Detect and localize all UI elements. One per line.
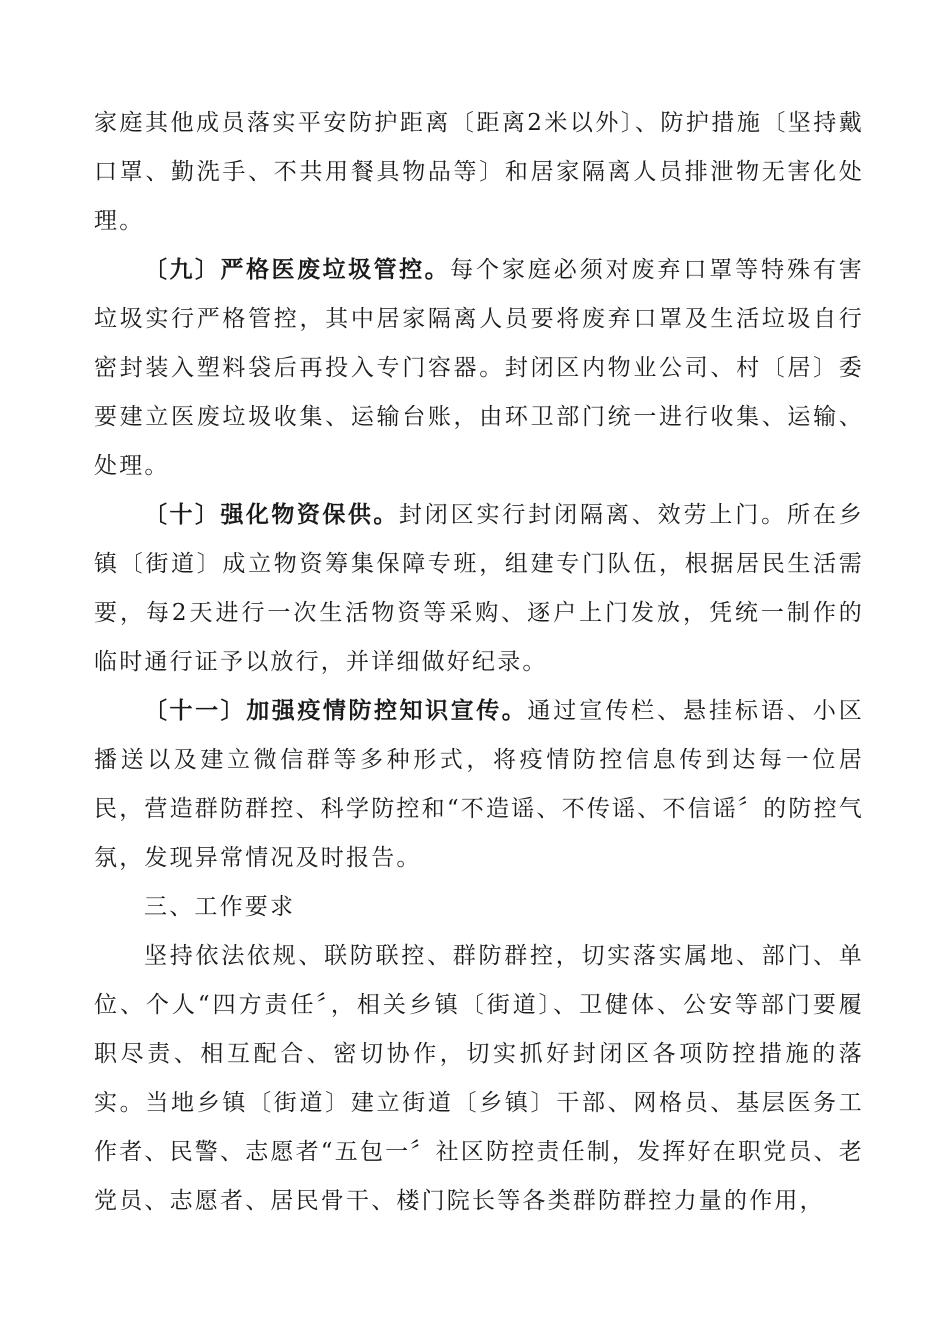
item-9-heading: 〔九〕严格医废垃圾管控。 (144, 257, 451, 283)
paragraph-continuation: 家庭其他成员落实平安防护距离〔距离2米以外〕、防护措施〔坚持戴口罩、勤洗手、不共用餐具物品等〕和居家隔离人员排泄物无害化处理。 (94, 110, 864, 234)
item-10-body: 封闭区实行封闭隔离、效劳上门。所在乡镇〔街道〕成立物资筹集保障专班，组建专门队伍，根据居民生活需要，每2天进行一次生活物资等采购、逐户上门发放，凭统一制作的临时通行证予以放行，并详细做好纪录。 (94, 502, 864, 675)
paragraph-item-10 (94, 491, 864, 687)
item-9-body: 每个家庭必须对废弃口罩等特殊有害垃圾实行严格管控，其中居家隔离人员要将废弃口罩及生活垃圾自行密封装入塑料袋后再投入专门容器。封闭区内物业公司、村〔居〕委要建立医废垃圾收集、运输台账，由环卫部门统一进行收集、运输、处理。 (94, 257, 865, 479)
item-11-heading: 〔十一〕加强疫情防控知识宣传。 (144, 698, 528, 724)
section-3-body: 坚持依法依规、联防联控、群防群控，切实落实属地、部门、单位、个人“四方责任〞，相关乡镇〔街道〕、卫健体、公安等部门要履职尽责、相互配合、密切协作，切实抓好封闭区各项防控措施的落实。当地乡镇〔街道〕建立街道〔乡镇〕干部、网格员、基层医务工作者、民警、志愿者“五包一〞社区防控责任制，发挥好在职党员、老党员、志愿者、居民骨干、楼门院长等各类群防群控力量的作用， (94, 943, 864, 1214)
item-11-body: 通过宣传栏、悬挂标语、小区播送以及建立微信群等多种形式，将疫情防控信息传到达每一位居民，营造群防群控、科学防控和“不造谣、不传谣、不信谣〞的防控气氛，发现异常情况及时报告。 (94, 698, 864, 871)
paragraph-item-9 (94, 246, 864, 491)
section-3-heading: 三、工作要求 (144, 894, 296, 920)
paragraph-item-11 (94, 687, 864, 883)
item-10-heading: 〔十〕强化物资保供。 (144, 502, 399, 528)
document-page (94, 99, 864, 1226)
